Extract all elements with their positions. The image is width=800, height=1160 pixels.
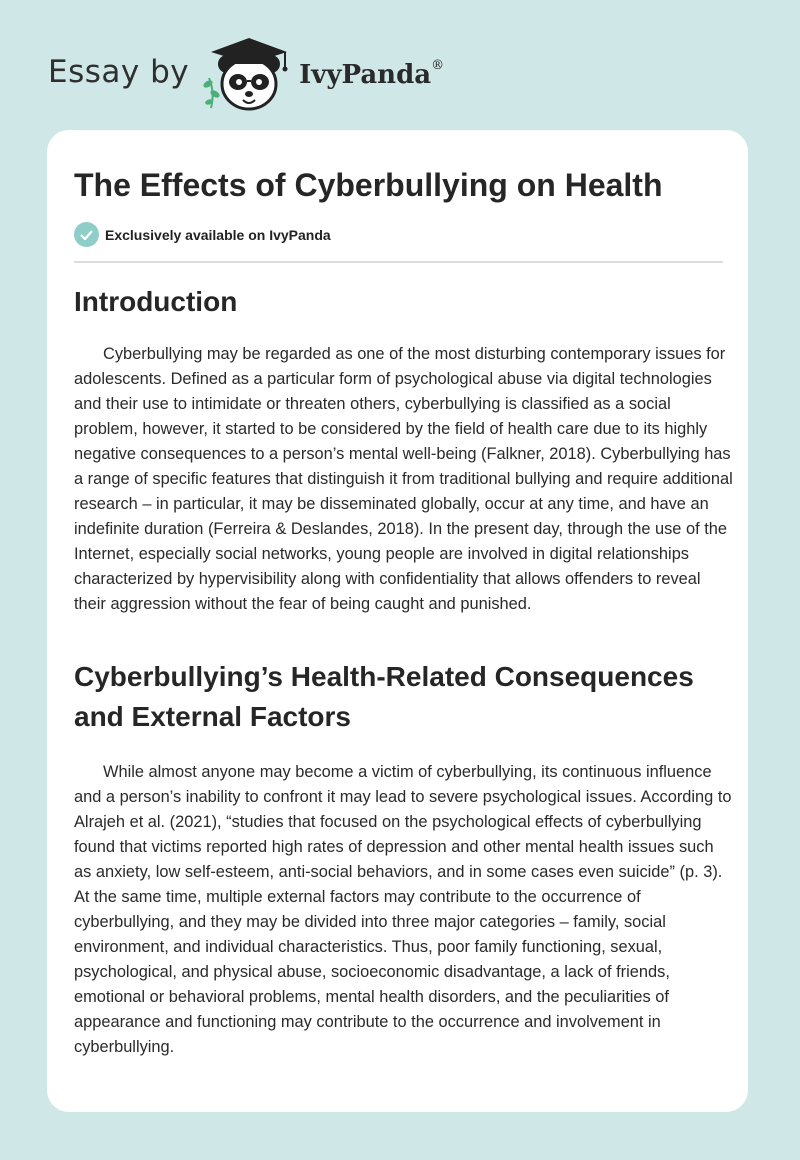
- section-paragraph-introduction: Cyberbullying may be regarded as one of the most disturbing contemporary issues for adolescents. Defined as a particular form of psychological abuse via digital technologies and their use to intimidate or threaten others, cyberbullying is classified as a social problem, however, it started to be considered by the field of health care due to its highly negative consequences to a person’s mental well-being (Falkner, 2018). Cyberbullying has a range of specific features that distinguish it from traditional bullying and require additional research – in particular, it may be disseminated globally, occur at any time, and have an indefinite duration (Ferreira & Deslandes, 2018). In the present day, through the use of the Internet, especially social networks, young people are involved in digital relationships characterized by hypervisibility along with confidentiality that allows offenders to reveal their aggression without the fear of being caught and punished.: [74, 345, 733, 613]
- exclusive-badge-text: Exclusively available on IvyPanda: [105, 226, 331, 243]
- essay-by-label: Essay by: [48, 54, 190, 90]
- essay-title: The Effects of Cyberbullying on Health: [74, 167, 663, 203]
- section-heading-consequences: Cyberbullying’s Health-Related Consequences and External Factors: [74, 661, 694, 732]
- check-icon: [74, 222, 99, 247]
- section-paragraph-consequences: While almost anyone may become a victim of cyberbullying, its continuous influence and a person’s inability to confront it may lead to severe psychological issues. According to Alrajeh et al. (2021), “studies that focused on the psychological effects of cyberbullying found that victims reported high rates of depression and other mental health issues such as anxiety, low self-esteem, anti-social behaviors, and in some cases even suicide” (p. 3). At the same time, multiple external factors may contribute to the occurrence of cyberbullying, and they may be divided into three major categories – family, social environment, and individual characteristics. Thus, poor family functioning, sexual, psychological, and physical abuse, socioeconomic disadvantage, a lack of friends, emotional or behavioral problems, mental health disorders, and the peculiarities of appearance and functioning may contribute to the occurrence and involvement in cyberbullying.: [74, 763, 732, 1056]
- ivypanda-brand[interactable]: IvyPanda®: [299, 58, 445, 90]
- essay-card: [47, 130, 748, 1112]
- registered-mark: ®: [431, 58, 445, 73]
- section-heading-introduction: Introduction: [74, 286, 238, 317]
- site-header: [48, 34, 444, 114]
- title-divider: [74, 261, 723, 263]
- exclusive-badge: [74, 222, 331, 247]
- ivypanda-logo-icon[interactable]: [201, 34, 297, 114]
